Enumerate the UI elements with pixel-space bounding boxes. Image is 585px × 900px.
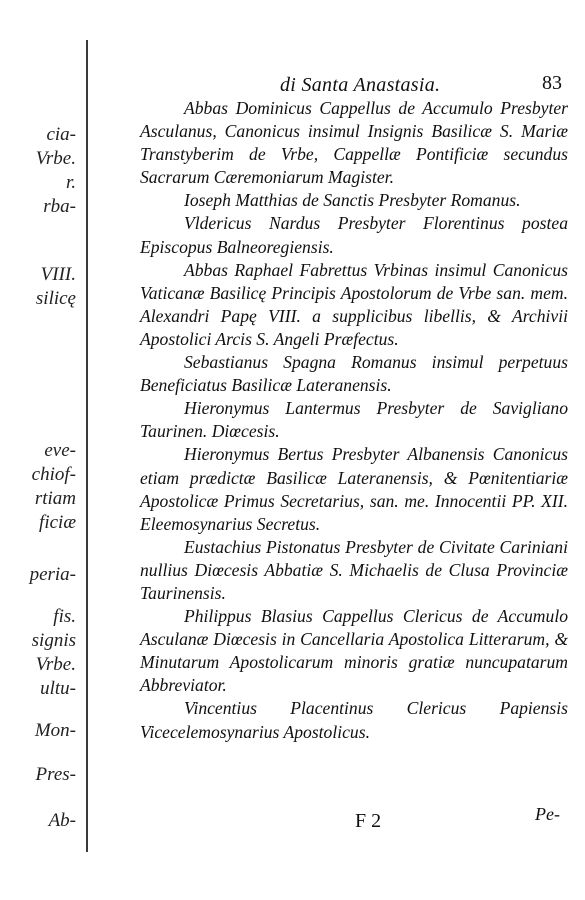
signature-mark: F 2 <box>355 810 382 832</box>
list-entry: Hieronymus Bertus Presbyter Albanensis Canonicus etiam prædictæ Basilicæ Lateranensis, & Pœnitentiariæ Apostolicæ Primus Secretarius, san. me. Innocentii PP. XII. Eleemosynarius Secretus. <box>140 444 568 534</box>
page-body <box>140 97 568 744</box>
left-page-fragment <box>0 0 84 900</box>
page-number: 83 <box>542 72 562 94</box>
left-fragment-text: Pres- <box>35 764 76 785</box>
list-entry: Abbas Raphael Fabrettus Vrbinas insimul Canonicus Vaticanæ Basilicę Principis Apostolorum de Vrbe san. mem. Alexandri Papę VIII. a supplicibus libellis, & Archivii Apostolici Arcis S. Angeli Præfectus. <box>140 259 568 349</box>
list-entry: Abbas Dominicus Cappellus de Accumulo Presbyter Asculanus, Canonicus insimul Insignis Basilicæ S. Mariæ Transtyberim de Vrbe, Cappellæ Pontificiæ secundus Sacrarum Cæremoniarum Magister. <box>140 98 568 188</box>
catchword: Pe- <box>535 804 560 824</box>
left-fragment-text: cia- <box>46 124 76 145</box>
left-fragment-text: Mon- <box>34 720 76 741</box>
list-entry: Ioseph Matthias de Sanctis Presbyter Romanus. <box>184 190 521 211</box>
list-entry: Philippus Blasius Cappellus Clericus de Accumulo Asculanæ Diœcesis in Cancellaria Apostolica Litterarum, & Minutarum Apostolicarum minoris gratiæ nuncupatarum Abbreviator. <box>140 606 568 696</box>
left-fragment-text: Vrbe. <box>35 654 76 675</box>
running-title: di Santa Anastasia. <box>280 74 441 96</box>
left-fragment-text: r. <box>65 172 76 193</box>
list-entry: Hieronymus Lantermus Presbyter de Savigliano Taurinen. Diœcesis. <box>140 398 568 442</box>
list-entry: Sebastianus Spagna Romanus insimul perpetuus Beneficiatus Basilicæ Lateranensis. <box>140 352 568 396</box>
list-entry: Vincentius Placentinus Clericus Papiensis Vicecelemosynarius Apostolicus. <box>140 698 568 742</box>
left-fragment-text: silicę <box>35 288 76 309</box>
left-fragment-text: fis. <box>53 606 76 627</box>
list-entry: Vldericus Nardus Presbyter Florentinus postea Episcopus Balneoregiensis. <box>140 213 568 257</box>
left-fragment-text: ultu- <box>40 678 76 699</box>
left-fragment-text: signis <box>31 630 76 651</box>
list-entry: Eustachius Pistonatus Presbyter de Civitate Cariniani nullius Diœcesis Abbatiæ S. Michaelis de Clusa Provinciæ Taurinensis. <box>140 536 568 603</box>
left-fragment-text: eve- <box>44 440 76 461</box>
left-fragment-text: Vrbe. <box>35 148 76 169</box>
left-fragment-text: rba- <box>43 196 76 217</box>
left-fragment-text: VIII. <box>40 264 76 285</box>
left-fragment-text: peria- <box>29 564 76 585</box>
left-fragment-text: Ab- <box>48 810 76 831</box>
book-spine <box>86 40 88 852</box>
left-fragment-text: rtiam <box>34 488 76 509</box>
left-fragment-text: chiof- <box>31 464 76 485</box>
left-fragment-text: ficiæ <box>39 512 76 533</box>
